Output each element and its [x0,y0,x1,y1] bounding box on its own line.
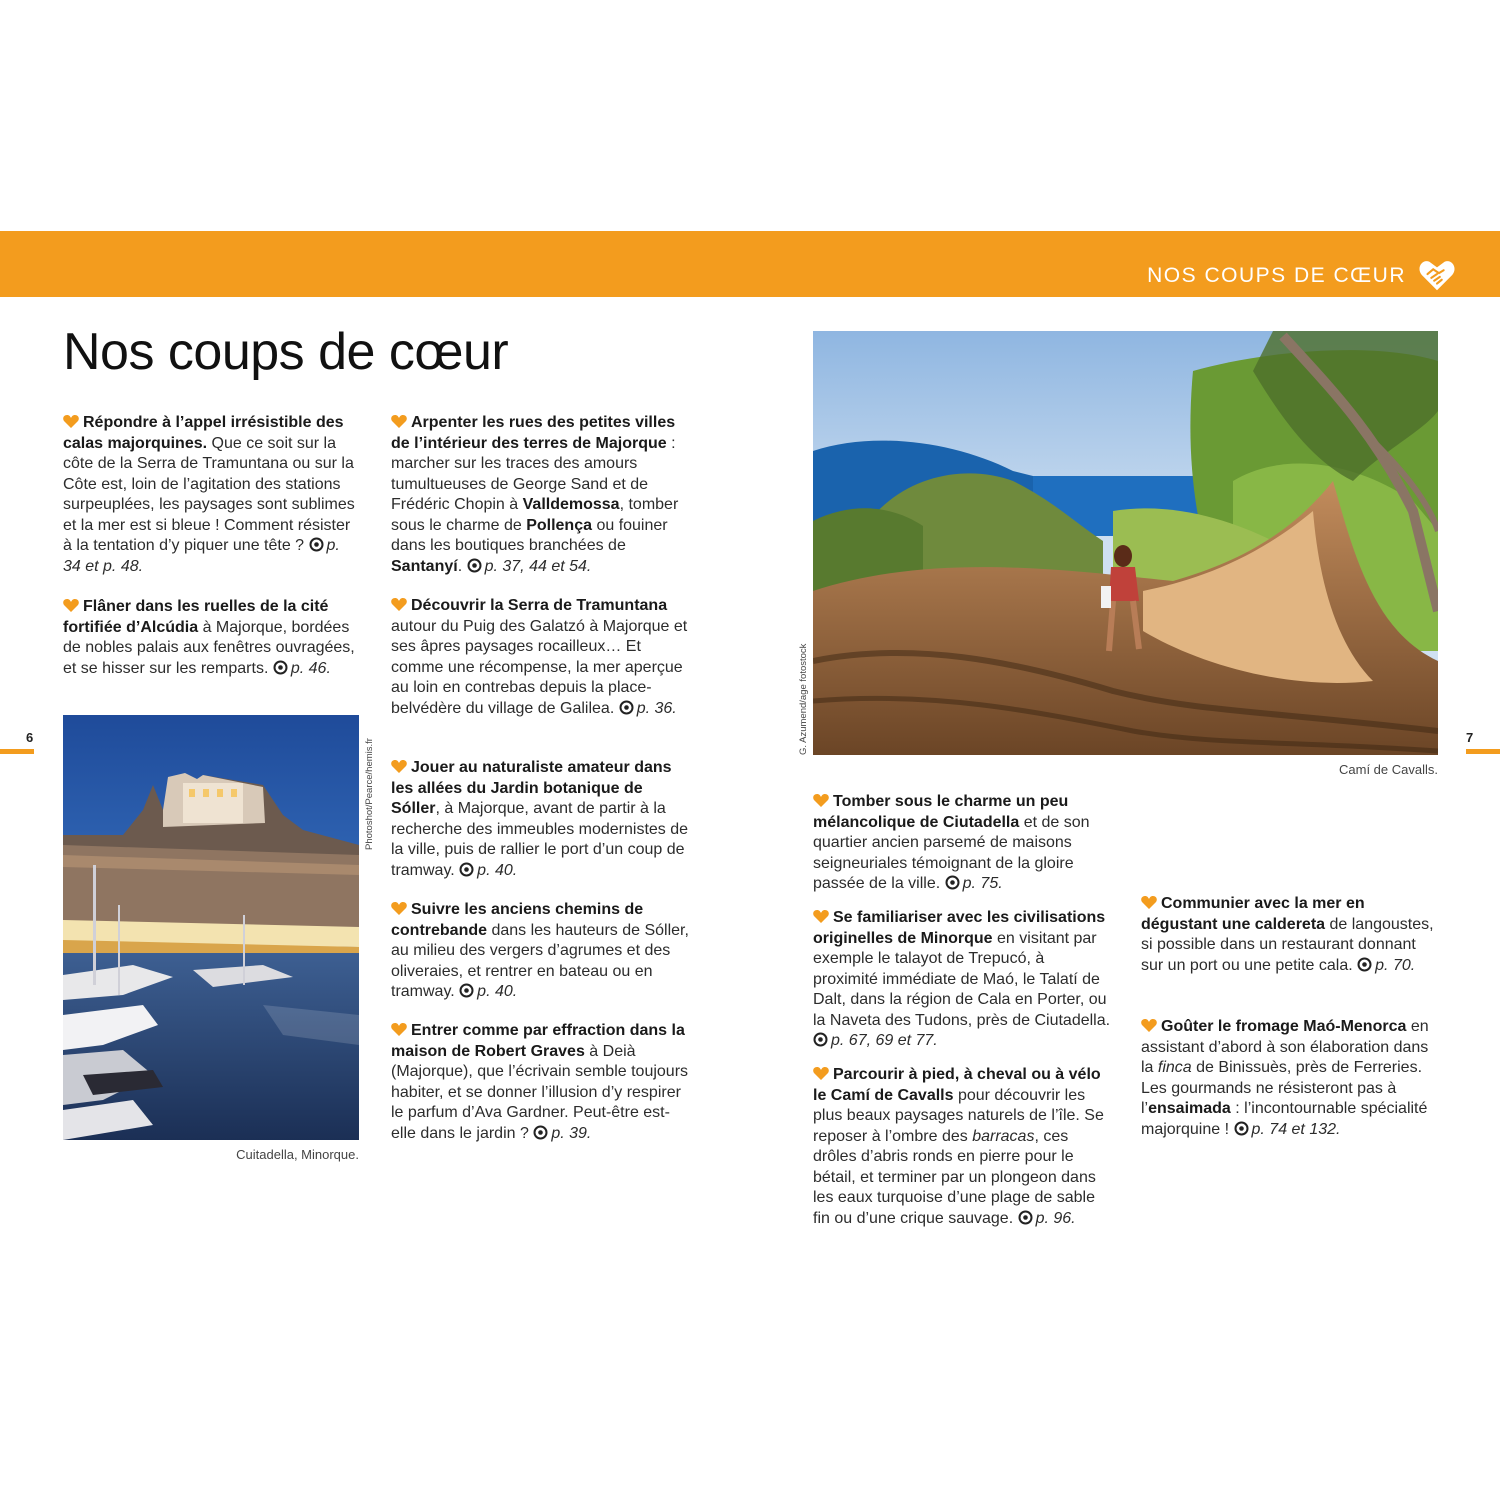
page-reference-icon [459,983,474,998]
heart-icon [1141,896,1157,909]
page-reference-icon [1018,1210,1033,1225]
photo-caption-right: Camí de Cavalls. [1339,762,1438,777]
entry-serra-de-tramuntana: Découvrir la Serra de Tramuntana autour du Puig des Galatzó à Majorque et ses âpres paysages rocailleux… Et comme une récompense, la mer aperçue au loin en contrebas depuis la place-belvédère du village de Galilea. p. 36. [391,597,688,717]
entry-petites-villes: Arpenter les rues des petites villes de l’intérieur des terres de Majorque : marcher sur les traces des amours tumultueuses de George Sand et de Frédéric Chopin à Valldemossa, tomber sous le charme de Pollença ou fouiner dans les boutiques branchées de Santanyí. p. 37, 44 et 54. [391,414,679,575]
heart-icon [1141,1019,1157,1032]
heart-icon [813,1067,829,1080]
entry-fromage-mao: Goûter le fromage Maó-Menorca en assistant d’abord à son élaboration dans la finca de Binissuès, près de Ferreries. Les gourmands ne résisteront pas à l’ensaimada : l’incontournable spécialité majorquine ! p. 74 et 132. [1141,1018,1429,1138]
page-reference[interactable]: p. 37, 44 et 54. [484,557,592,575]
page-reference[interactable]: p. 96. [1035,1209,1076,1227]
entry-civilisations-minorque: Se familiariser avec les civilisations originelles de Minorque en visitant par exemple le talayot de Trepucó, à proximité immédiate de Maó, le Talatí de Dalt, dans la région de Cala en Porter, ou la Naveta des Tudons, près de Ciutadella. p. 67, 69 et 77. [813,909,1111,1049]
photo-credit-right: G. Azumend/age fotostock [798,643,809,755]
entry-cami-de-cavalls: Parcourir à pied, à cheval ou à vélo le Camí de Cavalls pour découvrir les plus beaux paysages naturels de l’île. Se reposer à l’ombre des barracas, ces drôles d’abris ronds en pierre pour le bétail, et terminer par un plongeon dans les eaux turquoise d’une plage de sable fin ou d’une crique sauvage. p. 96. [813,1066,1104,1227]
entry-alcudia: Flâner dans les ruelles de la cité fortifiée d’Alcúdia à Majorque, bordées de nobles palais aux fenêtres ouvragées, et se hisser sur les remparts. p. 46. [63,598,355,677]
page-reference-icon [309,537,324,552]
heart-icon [391,598,407,611]
page-reference[interactable]: p. 36. [636,699,677,717]
page-reference-icon [813,1032,828,1047]
photo-credit-left: Photoshot/Pearce/hemis.fr [364,738,375,850]
heart-icon [63,415,79,428]
page-reference[interactable]: p. 46. [290,659,331,677]
entry-jardin-botanique: Jouer au naturaliste amateur dans les allées du Jardin botanique de Sóller, à Majorque, avant de partir à la recherche des immeubles modernistes de la ville, puis de rallier le port d’un coup de tramway. p. 40. [391,759,689,879]
page-tick-right [1466,749,1500,754]
entry-calas-majorquines: Répondre à l’appel irrésistible des calas majorquines. Que ce soit sur la côte de la Serra de Tramuntana ou sur la Côte est, loin de l’agitation des stations surpeuplées, les paysages sont sublimes et la mer est si bleue ! Comment résister à la tentation d’y piquer une tête ? p. 34 et p. 48. [63,414,355,575]
page-reference[interactable]: p. 74 et 132. [1251,1120,1341,1138]
heart-icon [63,599,79,612]
entry-caldereta: Communier avec la mer en dégustant une caldereta de langoustes, si possible dans un restaurant donnant sur un port ou une petite cala. p. 70. [1141,895,1434,974]
page-reference[interactable]: p. 67, 69 et 77. [831,1032,938,1049]
section-title: NOS COUPS DE CŒUR [1147,264,1406,287]
page-tick-left [0,749,34,754]
page-reference-icon [467,558,482,573]
heart-icon [391,760,407,773]
page-reference[interactable]: p. 70. [1375,956,1416,974]
page-reference-icon [1357,957,1372,972]
page-reference-icon [533,1125,548,1140]
page-number-left: 6 [26,730,34,745]
photo-cami-de-cavalls [813,331,1438,755]
page-number-right: 7 [1466,730,1474,745]
heart-icon [391,415,407,428]
page-title: Nos coups de cœur [63,323,509,381]
page-reference[interactable]: p. 39. [551,1124,592,1142]
handshake-heart-icon [1418,256,1456,294]
photo-caption-left: Cuitadella, Minorque. [236,1147,359,1162]
page-reference[interactable]: p. 40. [477,861,518,879]
page-reference[interactable]: p. 40. [477,983,518,1000]
heart-icon [391,902,407,915]
page-reference[interactable]: p. 34 et p. 48. [63,537,340,575]
heart-icon [813,910,829,923]
heart-icon [391,1023,407,1036]
page-reference-icon [945,875,960,890]
page-reference-icon [459,862,474,877]
photo-ciutadella [63,715,359,1140]
page-reference-icon [1234,1121,1249,1136]
page-reference-icon [619,700,634,715]
page-reference[interactable]: p. 75. [962,875,1003,892]
page-reference-icon [273,660,288,675]
entry-chemins-contrebande: Suivre les anciens chemins de contrebande dans les hauteurs de Sóller, au milieu des vergers d’agrumes et des oliveraies, et rentrer en bateau ou en tramway. p. 40. [391,901,689,1000]
entry-ciutadella: Tomber sous le charme un peu mélancolique de Ciutadella et de son quartier ancien parsemé de maisons seigneuriales témoignant de la gloire passée de la ville. p. 75. [813,793,1090,892]
entry-robert-graves: Entrer comme par effraction dans la maison de Robert Graves à Deià (Majorque), que l’écrivain semble toujours habiter, et se donner l’illusion d’y respirer le parfum d’Ava Gardner. Peut-être est-elle dans le jardin ? p. 39. [391,1022,689,1142]
heart-icon [813,794,829,807]
